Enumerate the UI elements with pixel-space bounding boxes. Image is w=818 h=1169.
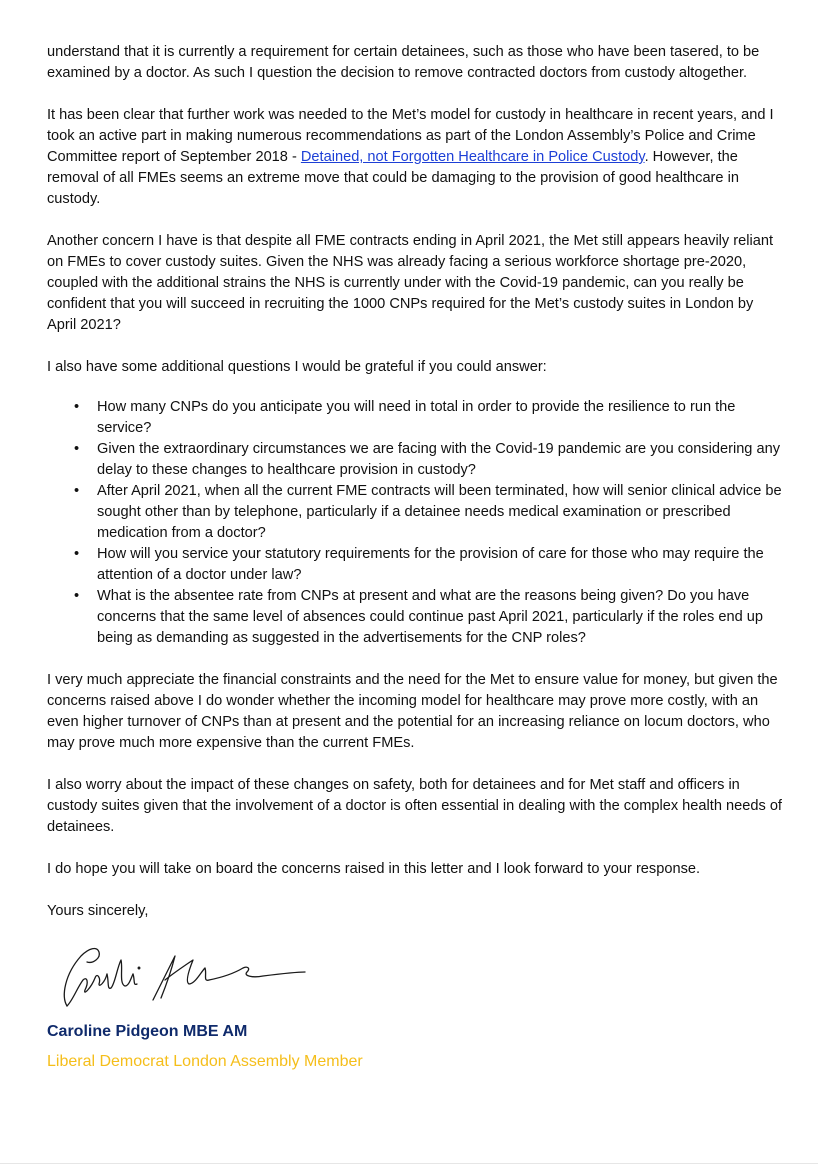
paragraph-7: I do hope you will take on board the concerns raised in this letter and I look forward to your response. (47, 861, 701, 877)
bullet-icon: • (74, 441, 80, 457)
question-text: Given the extraordinary circumstances we are facing with the Covid-19 pandemic are you considering any delay to these changes to healthcare provision in custody? (97, 441, 781, 478)
list-item (47, 397, 785, 439)
paragraph-3: Another concern I have is that despite all FME contracts ending in April 2021, the Met still appears heavily reliant on FMEs to cover custody suites. Given the NHS was already facing a serious workforce shortage pre-2020, coupled with the additional strains the NHS is currently under with the Covid-19 pandemic, can you really be confident that you will succeed in recruiting the 1000 CNPs required for the Met’s custody suites in London by April 2021? (47, 233, 774, 333)
question-text: After April 2021, when all the current FME contracts will been terminated, how will senior clinical advice be sought other than by telephone, particularly if a detainee needs medical examination or prescribed medication from a doctor? (97, 483, 782, 541)
question-text: How many CNPs do you anticipate you will need in total in order to provide the resilience to run the service? (97, 399, 736, 436)
question-text: What is the absentee rate from CNPs at present and what are the reasons being given? Do you have concerns that the same level of absences could continue past April 2021, particularly if the roles end up being as demanding as suggested in the advertisements for the CNP roles? (97, 588, 764, 646)
closing-salutation: Yours sincerely, (47, 903, 149, 919)
list-item (47, 481, 785, 544)
bullet-icon: • (74, 399, 80, 415)
bullet-icon: • (74, 588, 80, 604)
bullet-icon: • (74, 546, 80, 562)
handwritten-signature (47, 938, 307, 1010)
list-item (47, 586, 785, 649)
question-text: How will you service your statutory requirements for the provision of care for those who may require the attention of a doctor under law? (97, 546, 764, 583)
signatory-name: Caroline Pidgeon MBE AM (47, 1023, 248, 1040)
signatory-role: Liberal Democrat London Assembly Member (47, 1053, 363, 1070)
letter-body (47, 42, 785, 1073)
paragraph-2-text-end: . However, the removal of all FMEs seems an extreme move that could be damaging to the provision of good healthcare in custody. (47, 149, 739, 207)
list-item (47, 544, 785, 586)
paragraph-2-text-start: It has been clear that further work was needed to the Met’s model for custody in healthcare in recent years, and I took an active part in making numerous recommendations as part of the London Assembly’s Police and Crime Committee report of September 2018 - (47, 107, 774, 165)
paragraph-2 (47, 105, 785, 210)
paragraph-5: I very much appreciate the financial constraints and the need for the Met to ensure value for money, but given the concerns raised above I do wonder whether the incoming model for healthcare may prove more costly, with an even higher turnover of CNPs than at present and the potential for an increasing reliance on locum doctors, who may prove much more expensive than the current FMEs. (47, 672, 778, 751)
page-bottom-divider (0, 1163, 818, 1164)
list-item (47, 439, 785, 481)
questions-list (47, 397, 785, 649)
paragraph-4: I also have some additional questions I would be grateful if you could answer: (47, 359, 547, 375)
paragraph-6: I also worry about the impact of these changes on safety, both for detainees and for Met staff and officers in custody suites given that the involvement of a doctor is often essential in dealing with the complex health needs of detainees. (47, 777, 782, 835)
bullet-icon: • (74, 483, 80, 499)
report-link[interactable]: Detained, not Forgotten Healthcare in Police Custody (300, 149, 645, 165)
paragraph-1: understand that it is currently a requirement for certain detainees, such as those who have been tasered, to be examined by a doctor. As such I question the decision to remove contracted doctors from custody altogether. (47, 44, 760, 81)
